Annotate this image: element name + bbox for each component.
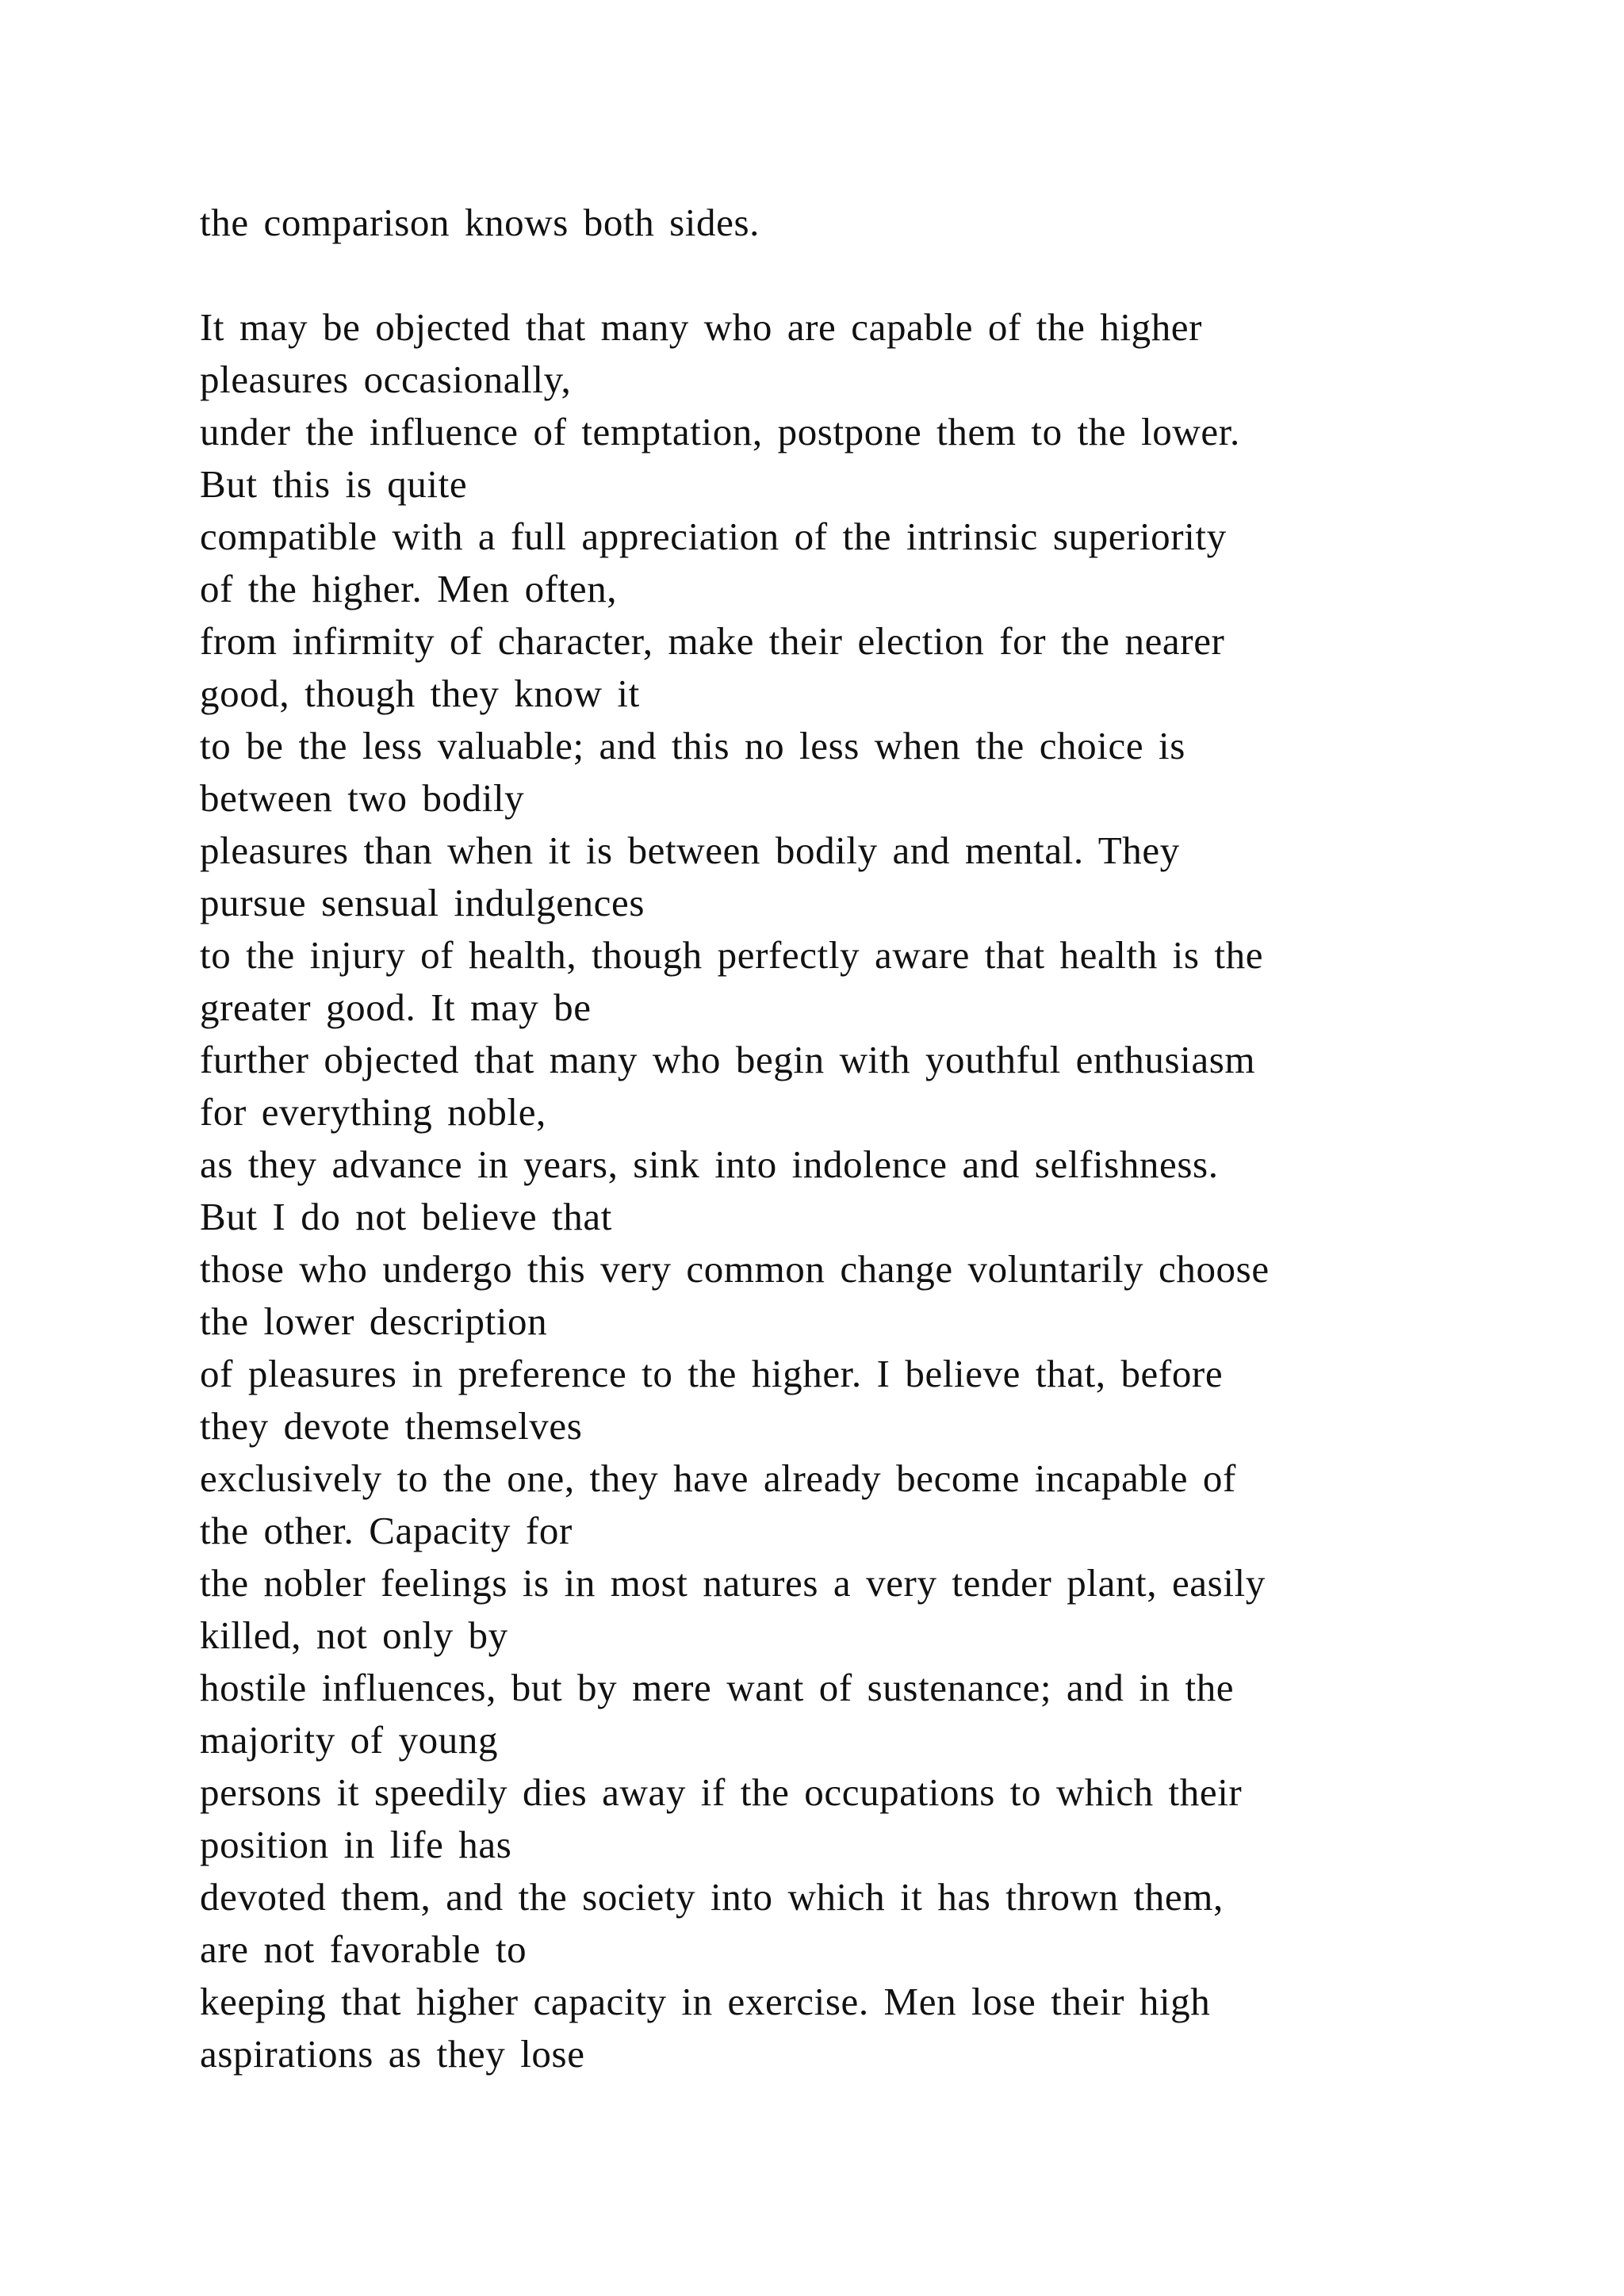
text-line: of pleasures in preference to the higher. I believe that, before bbox=[200, 1352, 1224, 1395]
text-line: position in life has bbox=[200, 1823, 512, 1866]
text-line: But I do not believe that bbox=[200, 1195, 612, 1238]
text-line-opening: the comparison knows both sides. bbox=[200, 201, 760, 244]
text-line: pleasures occasionally, bbox=[200, 358, 572, 401]
text-line: further objected that many who begin with youthful enthusiasm bbox=[200, 1038, 1256, 1081]
text-line: as they advance in years, sink into indolence and selfishness. bbox=[200, 1142, 1219, 1186]
text-line: to be the less valuable; and this no less when the choice is bbox=[200, 724, 1185, 767]
text-line: keeping that higher capacity in exercise. Men lose their high bbox=[200, 1980, 1211, 2023]
text-line: to the injury of health, though perfectly aware that health is the bbox=[200, 933, 1264, 977]
text-line: for everything noble, bbox=[200, 1090, 546, 1134]
text-line: the lower description bbox=[200, 1299, 548, 1343]
text-line: exclusively to the one, they have already become incapable of bbox=[200, 1456, 1236, 1500]
text-line: the nobler feelings is in most natures a very tender plant, easily bbox=[200, 1561, 1266, 1605]
text-line: killed, not only by bbox=[200, 1613, 508, 1657]
text-line: between two bodily bbox=[200, 776, 525, 820]
text-line: the other. Capacity for bbox=[200, 1509, 573, 1552]
document-text bbox=[200, 197, 1516, 2080]
text-line: good, though they know it bbox=[200, 672, 640, 715]
text-line: pleasures than when it is between bodily and mental. They bbox=[200, 828, 1180, 872]
text-line: aspirations as they lose bbox=[200, 2032, 585, 2076]
text-line: compatible with a full appreciation of the intrinsic superiority bbox=[200, 515, 1227, 558]
text-line: pursue sensual indulgences bbox=[200, 881, 645, 924]
text-line: are not favorable to bbox=[200, 1927, 527, 1971]
text-line: devoted them, and the society into which it has thrown them, bbox=[200, 1875, 1224, 1919]
text-line: greater good. It may be bbox=[200, 985, 592, 1029]
text-line: majority of young bbox=[200, 1718, 499, 1762]
text-line: under the influence of temptation, postpone them to the lower. bbox=[200, 410, 1240, 453]
text-line: But this is quite bbox=[200, 462, 468, 506]
text-line: from infirmity of character, make their election for the nearer bbox=[200, 619, 1225, 663]
paragraph-break bbox=[200, 249, 1516, 301]
text-line: they devote themselves bbox=[200, 1404, 583, 1448]
text-line: It may be objected that many who are capable of the higher bbox=[200, 305, 1203, 349]
text-line: of the higher. Men often, bbox=[200, 567, 618, 610]
text-line: those who undergo this very common change voluntarily choose bbox=[200, 1247, 1270, 1291]
text-line: hostile influences, but by mere want of sustenance; and in the bbox=[200, 1666, 1235, 1709]
text-line: persons it speedily dies away if the occupations to which their bbox=[200, 1770, 1243, 1814]
